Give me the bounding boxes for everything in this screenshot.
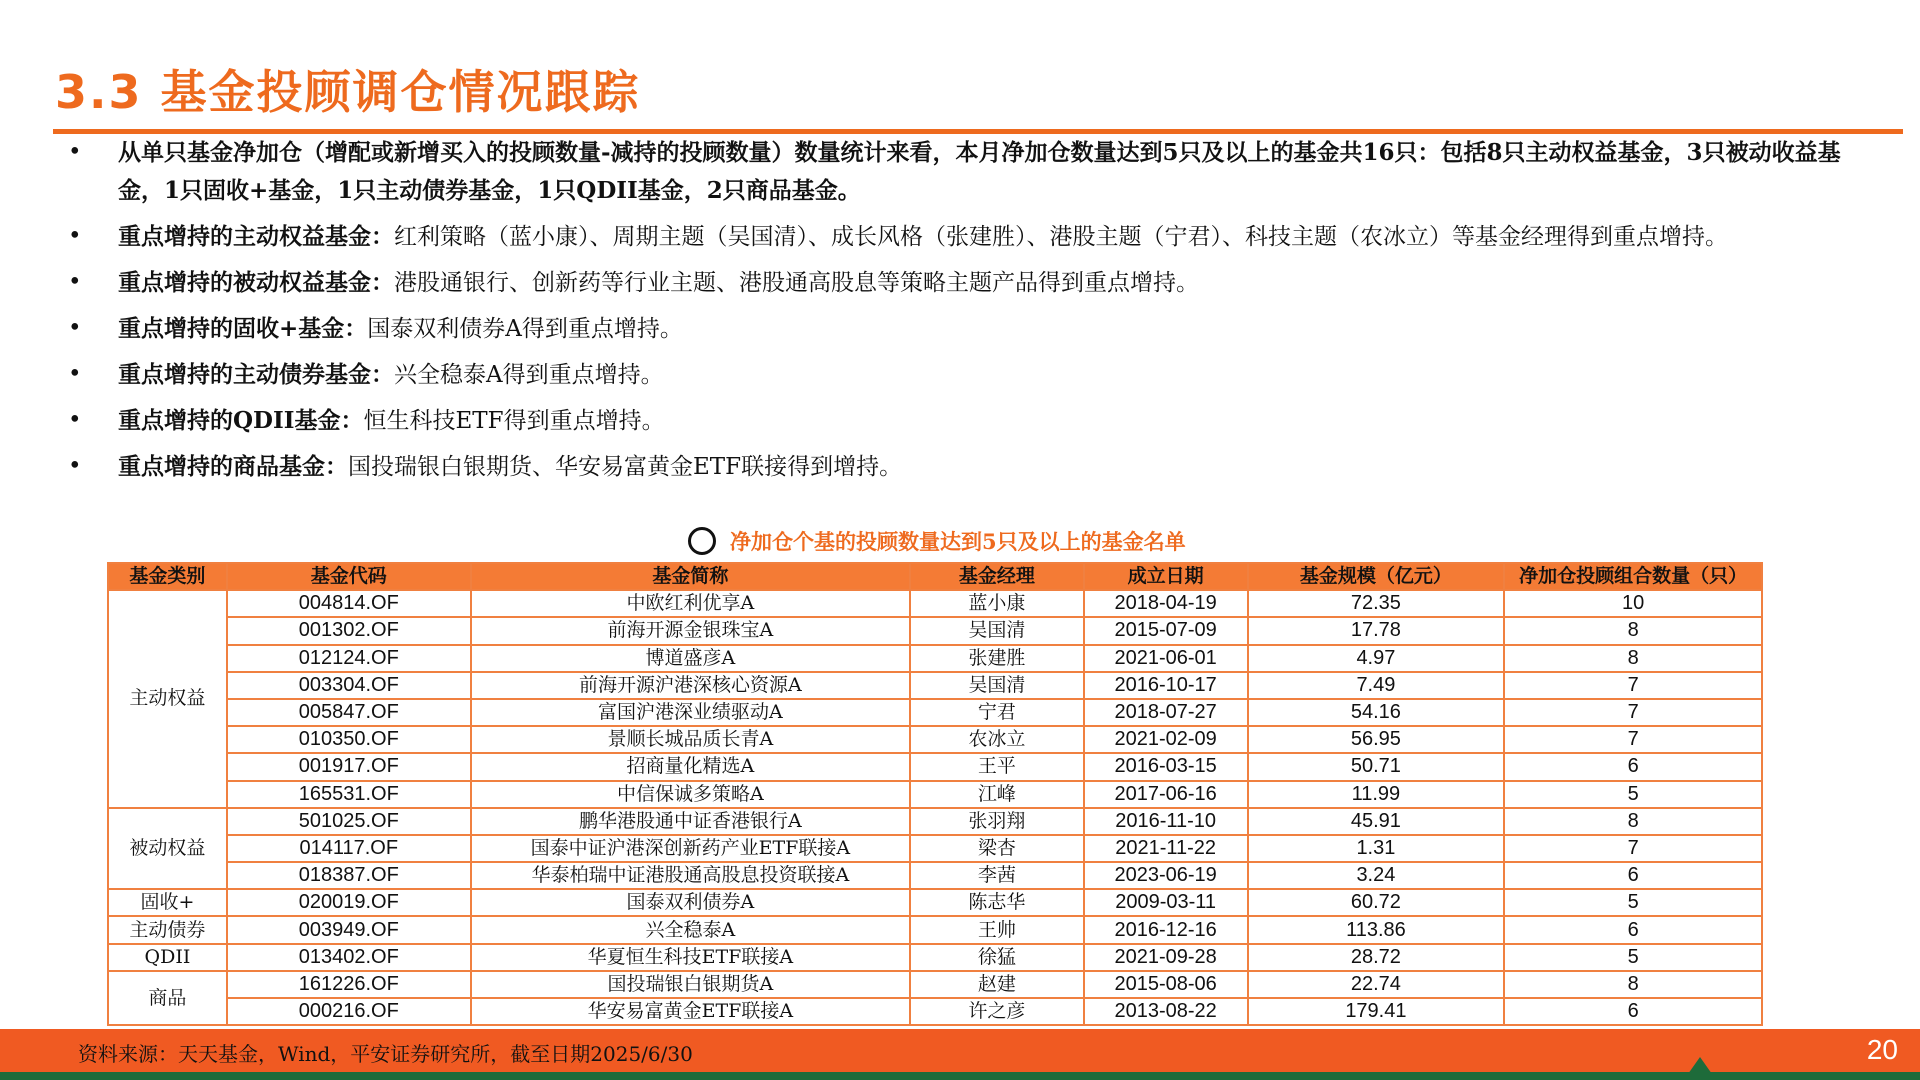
fund-size-cell: 22.74 bbox=[1248, 971, 1505, 998]
table-row bbox=[108, 971, 1762, 998]
bullet-heading: 重点增持的被动权益基金： bbox=[118, 269, 394, 296]
fund-manager-cell: 王帅 bbox=[910, 916, 1084, 943]
net-add-count-cell: 7 bbox=[1504, 726, 1762, 753]
inception-date-cell: 2021-06-01 bbox=[1084, 645, 1248, 672]
bullet-icon: • bbox=[68, 139, 82, 165]
fund-name-cell: 国泰双利债券A bbox=[471, 889, 910, 916]
table-row bbox=[108, 889, 1762, 916]
net-add-count-cell: 6 bbox=[1504, 998, 1762, 1025]
fund-manager-cell: 宁君 bbox=[910, 699, 1084, 726]
fund-code-cell: 003949.OF bbox=[227, 916, 471, 943]
fund-code-cell: 000216.OF bbox=[227, 998, 471, 1025]
fund-size-cell: 45.91 bbox=[1248, 808, 1505, 835]
fund-code-cell: 003304.OF bbox=[227, 672, 471, 699]
fund-size-cell: 7.49 bbox=[1248, 672, 1505, 699]
category-cell: 固收+ bbox=[108, 889, 227, 916]
bullet-item bbox=[68, 356, 1868, 394]
fund-manager-cell: 吴国清 bbox=[910, 672, 1084, 699]
fund-name-cell: 国投瑞银白银期货A bbox=[471, 971, 910, 998]
fund-name-cell: 兴全稳泰A bbox=[471, 916, 910, 943]
net-add-count-cell: 7 bbox=[1504, 672, 1762, 699]
column-header: 基金经理 bbox=[910, 563, 1084, 590]
net-add-count-cell: 6 bbox=[1504, 916, 1762, 943]
bullet-text: 从单只基金净加仓（增配或新增买入的投顾数量-减持的投顾数量）数量统计来看，本月净加仓数量达到5只及以上的基金共16只：包括8只主动权益基金，3只被动收益基金，1只固收+基金，1只主动债券基金，1只QDII基金，2只商品基金。 bbox=[118, 139, 1841, 204]
bullet-icon: • bbox=[68, 223, 82, 249]
net-add-count-cell: 8 bbox=[1504, 971, 1762, 998]
bullet-item bbox=[68, 218, 1868, 256]
bullet-icon: • bbox=[68, 269, 82, 295]
table-row bbox=[108, 753, 1762, 780]
inception-date-cell: 2021-11-22 bbox=[1084, 835, 1248, 862]
bullet-icon: • bbox=[68, 361, 82, 387]
inception-date-cell: 2009-03-11 bbox=[1084, 889, 1248, 916]
inception-date-cell: 2016-10-17 bbox=[1084, 672, 1248, 699]
fund-name-cell: 华夏恒生科技ETF联接A bbox=[471, 944, 910, 971]
fund-code-cell: 020019.OF bbox=[227, 889, 471, 916]
column-header: 基金规模（亿元） bbox=[1248, 563, 1505, 590]
table-row bbox=[108, 590, 1762, 617]
fund-name-cell: 中信保诚多策略A bbox=[471, 781, 910, 808]
fund-size-cell: 11.99 bbox=[1248, 781, 1505, 808]
fund-code-cell: 001302.OF bbox=[227, 617, 471, 644]
bullet-item bbox=[68, 448, 1868, 486]
table-row bbox=[108, 726, 1762, 753]
bullet-text: 港股通银行、创新药等行业主题、港股通高股息等策略主题产品得到重点增持。 bbox=[394, 270, 1199, 296]
bullet-heading: 重点增持的主动债券基金： bbox=[118, 361, 394, 388]
category-cell: 主动债券 bbox=[108, 916, 227, 943]
fund-size-cell: 54.16 bbox=[1248, 699, 1505, 726]
fund-size-cell: 56.95 bbox=[1248, 726, 1505, 753]
inception-date-cell: 2018-04-19 bbox=[1084, 590, 1248, 617]
page-title: 3.3 基金投顾调仓情况跟踪 bbox=[55, 65, 641, 119]
column-header: 净加仓投顾组合数量（只） bbox=[1504, 563, 1762, 590]
bullet-text: 国泰双利债券A得到重点增持。 bbox=[367, 316, 683, 342]
inception-date-cell: 2021-02-09 bbox=[1084, 726, 1248, 753]
fund-size-cell: 179.41 bbox=[1248, 998, 1505, 1025]
fund-size-cell: 60.72 bbox=[1248, 889, 1505, 916]
fund-code-cell: 010350.OF bbox=[227, 726, 471, 753]
inception-date-cell: 2023-06-19 bbox=[1084, 862, 1248, 889]
bullet-item bbox=[68, 264, 1868, 302]
fund-code-cell: 012124.OF bbox=[227, 645, 471, 672]
fund-name-cell: 景顺长城品质长青A bbox=[471, 726, 910, 753]
fund-code-cell: 018387.OF bbox=[227, 862, 471, 889]
bullet-list bbox=[68, 134, 1868, 494]
fund-manager-cell: 蓝小康 bbox=[910, 590, 1084, 617]
net-add-count-cell: 8 bbox=[1504, 617, 1762, 644]
bullet-text: 恒生科技ETF得到重点增持。 bbox=[363, 408, 665, 434]
fund-name-cell: 中欧红利优享A bbox=[471, 590, 910, 617]
fund-size-cell: 50.71 bbox=[1248, 753, 1505, 780]
inception-date-cell: 2013-08-22 bbox=[1084, 998, 1248, 1025]
category-cell: QDII bbox=[108, 944, 227, 971]
category-cell: 商品 bbox=[108, 971, 227, 1025]
fund-manager-cell: 江峰 bbox=[910, 781, 1084, 808]
inception-date-cell: 2016-12-16 bbox=[1084, 916, 1248, 943]
fund-manager-cell: 农冰立 bbox=[910, 726, 1084, 753]
fund-size-cell: 17.78 bbox=[1248, 617, 1505, 644]
fund-code-cell: 013402.OF bbox=[227, 944, 471, 971]
fund-name-cell: 国泰中证沪港深创新药产业ETF联接A bbox=[471, 835, 910, 862]
footer-bar bbox=[0, 1029, 1920, 1073]
inception-date-cell: 2015-08-06 bbox=[1084, 971, 1248, 998]
bullet-icon: • bbox=[68, 407, 82, 433]
net-add-count-cell: 5 bbox=[1504, 944, 1762, 971]
table-row bbox=[108, 781, 1762, 808]
fund-size-cell: 1.31 bbox=[1248, 835, 1505, 862]
fund-code-cell: 501025.OF bbox=[227, 808, 471, 835]
bullet-icon: • bbox=[68, 453, 82, 479]
fund-code-cell: 004814.OF bbox=[227, 590, 471, 617]
fund-code-cell: 161226.OF bbox=[227, 971, 471, 998]
fund-size-cell: 3.24 bbox=[1248, 862, 1505, 889]
fund-code-cell: 014117.OF bbox=[227, 835, 471, 862]
net-add-count-cell: 8 bbox=[1504, 808, 1762, 835]
net-add-count-cell: 7 bbox=[1504, 835, 1762, 862]
net-add-count-cell: 5 bbox=[1504, 889, 1762, 916]
fund-manager-cell: 王平 bbox=[910, 753, 1084, 780]
bullet-heading: 重点增持的主动权益基金： bbox=[118, 223, 394, 250]
fund-name-cell: 前海开源金银珠宝A bbox=[471, 617, 910, 644]
fund-manager-cell: 许之彦 bbox=[910, 998, 1084, 1025]
column-header: 基金简称 bbox=[471, 563, 910, 590]
net-add-count-cell: 10 bbox=[1504, 590, 1762, 617]
net-add-count-cell: 6 bbox=[1504, 862, 1762, 889]
fund-name-cell: 博道盛彦A bbox=[471, 645, 910, 672]
fund-manager-cell: 张建胜 bbox=[910, 645, 1084, 672]
fund-name-cell: 前海开源沪港深核心资源A bbox=[471, 672, 910, 699]
fund-code-cell: 165531.OF bbox=[227, 781, 471, 808]
table-row bbox=[108, 944, 1762, 971]
bullet-text: 兴全稳泰A得到重点增持。 bbox=[394, 362, 664, 388]
fund-name-cell: 招商量化精选A bbox=[471, 753, 910, 780]
fund-manager-cell: 赵建 bbox=[910, 971, 1084, 998]
logo-icon bbox=[1688, 1057, 1712, 1074]
inception-date-cell: 2018-07-27 bbox=[1084, 699, 1248, 726]
bullet-heading: 重点增持的QDII基金： bbox=[118, 407, 364, 434]
table-header-row bbox=[108, 563, 1762, 590]
table-row bbox=[108, 916, 1762, 943]
bullet-heading: 重点增持的固收+基金： bbox=[118, 315, 368, 342]
fund-manager-cell: 陈志华 bbox=[910, 889, 1084, 916]
table-row bbox=[108, 699, 1762, 726]
column-header: 成立日期 bbox=[1084, 563, 1248, 590]
fund-code-cell: 001917.OF bbox=[227, 753, 471, 780]
fund-size-cell: 28.72 bbox=[1248, 944, 1505, 971]
inception-date-cell: 2015-07-09 bbox=[1084, 617, 1248, 644]
table-row bbox=[108, 617, 1762, 644]
category-cell: 被动权益 bbox=[108, 808, 227, 890]
inception-date-cell: 2016-03-15 bbox=[1084, 753, 1248, 780]
net-add-count-cell: 6 bbox=[1504, 753, 1762, 780]
fund-manager-cell: 吴国清 bbox=[910, 617, 1084, 644]
bullet-heading: 重点增持的商品基金： bbox=[118, 453, 348, 480]
fund-code-cell: 005847.OF bbox=[227, 699, 471, 726]
category-cell: 主动权益 bbox=[108, 590, 227, 808]
circle-icon bbox=[688, 527, 716, 555]
bullet-item bbox=[68, 310, 1868, 348]
bullet-item bbox=[68, 402, 1868, 440]
fund-size-cell: 4.97 bbox=[1248, 645, 1505, 672]
table-row bbox=[108, 672, 1762, 699]
inception-date-cell: 2017-06-16 bbox=[1084, 781, 1248, 808]
fund-table bbox=[107, 562, 1763, 1026]
bullet-icon: • bbox=[68, 315, 82, 341]
column-header: 基金代码 bbox=[227, 563, 471, 590]
table-row bbox=[108, 835, 1762, 862]
source-note: 资料来源：天天基金，Wind，平安证券研究所，截至日期2025/6/30 bbox=[78, 1042, 693, 1066]
bullet-text: 国投瑞银白银期货、华安易富黄金ETF联接得到增持。 bbox=[348, 454, 903, 480]
footer-green-line bbox=[0, 1072, 1920, 1080]
fund-size-cell: 72.35 bbox=[1248, 590, 1505, 617]
inception-date-cell: 2021-09-28 bbox=[1084, 944, 1248, 971]
fund-manager-cell: 张羽翔 bbox=[910, 808, 1084, 835]
table-row bbox=[108, 808, 1762, 835]
table-row bbox=[108, 862, 1762, 889]
fund-manager-cell: 梁杏 bbox=[910, 835, 1084, 862]
table-caption bbox=[688, 526, 1186, 556]
bullet-item bbox=[68, 134, 1868, 210]
inception-date-cell: 2016-11-10 bbox=[1084, 808, 1248, 835]
fund-name-cell: 富国沪港深业绩驱动A bbox=[471, 699, 910, 726]
column-header: 基金类别 bbox=[108, 563, 227, 590]
page-number: 20 bbox=[1866, 1034, 1898, 1065]
fund-name-cell: 鹏华港股通中证香港银行A bbox=[471, 808, 910, 835]
fund-size-cell: 113.86 bbox=[1248, 916, 1505, 943]
fund-name-cell: 华安易富黄金ETF联接A bbox=[471, 998, 910, 1025]
fund-name-cell: 华泰柏瑞中证港股通高股息投资联接A bbox=[471, 862, 910, 889]
caption-text: 净加仓个基的投顾数量达到5只及以上的基金名单 bbox=[730, 529, 1186, 554]
table-row bbox=[108, 998, 1762, 1025]
fund-manager-cell: 徐猛 bbox=[910, 944, 1084, 971]
net-add-count-cell: 5 bbox=[1504, 781, 1762, 808]
net-add-count-cell: 8 bbox=[1504, 645, 1762, 672]
bullet-text: 红利策略（蓝小康）、周期主题（吴国清）、成长风格（张建胜）、港股主题（宁君）、科技主题（农冰立）等基金经理得到重点增持。 bbox=[394, 224, 1728, 250]
net-add-count-cell: 7 bbox=[1504, 699, 1762, 726]
table-row bbox=[108, 645, 1762, 672]
fund-manager-cell: 李茜 bbox=[910, 862, 1084, 889]
